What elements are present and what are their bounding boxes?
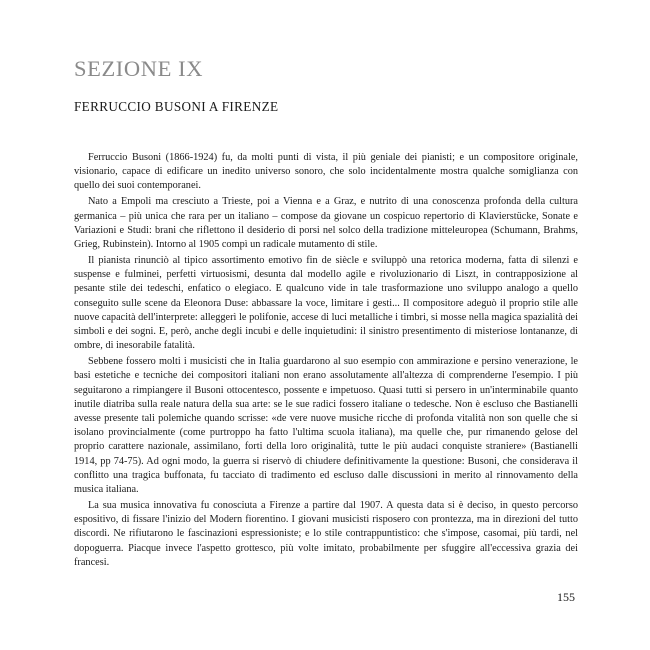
chapter-title: FERRUCCIO BUSONI A FIRENZE	[74, 99, 279, 114]
paragraph-5: La sua musica innovativa fu conosciuta a Firenze a partire dal 1907. A questa data si è deciso, in questo percorso espositivo, di fissare l'inizio del Modern fiorentino. I giovani musicisti risposero con prontezza, ma in direzioni del tutto discordi. Ne rifiutarono le fascinazioni espressioniste; e lo stile contrappuntistico: che s'impose, casomai, più tardi, nel dopoguerra. Piacque invece l'aspetto grottesco, più volte imitato, probabilmente per sfuggire all'eccessiva grazia dei francesi.	[74, 500, 578, 568]
paragraph-2: Nato a Empoli ma cresciuto a Trieste, poi a Vienna e a Graz, e nutrito di una conoscenza profonda della cultura germanica – più unica che rara per un italiano – compose da giovane un cospicuo repertorio di Klavierstücke, Sonate e Variazioni e Studi: brani che riflettono il desiderio di porsi nel solco della tradizione mitteleuropea (Schumann, Brahms, Grieg, Rubinstein). Intorno al 1905 compì un radicale mutamento di stile.	[74, 196, 578, 251]
paragraph-1: Ferruccio Busoni (1866-1924) fu, da molti punti di vista, il più geniale dei pianisti; e un compositore originale, visionario, capace di edificare un inedito universo sonoro, che solo incidentalmente mostra qualche somiglianza con quello dei suoi contemporanei.	[74, 152, 578, 192]
paragraph-4: Sebbene fossero molti i musicisti che in Italia guardarono al suo esempio con ammirazione e persino venerazione, le basi estetiche e tecniche dei compositori italiani non erano assolutamente all'altezza di comprenderne l'esempio. I più seguitarono a rimpiangere il Busoni ottocentesco, possente e impetuoso. Quasi tutti si persero in un'interminabile quanto inutile diatriba sulla reale natura della sua arte: se le sue radici fossero italiane o tedesche. Non è escluso che Bastianelli avesse presente tali polemiche quando scrisse: «de vere nuove musiche ricche di profonda vitalità non son quelle che si isolano provincialmente (come purtroppo ha fatto l'ultima scuola italiana), ma quelle che, pur rimanendo gelose del proprio carattere nazionale, assimilano, forti della loro originalità, tutte le più audaci conquiste straniere» (Bastianelli 1914, pp 74-75). Ad ogni modo, la guerra si riservò di chiudere definitivamente la questione: Busoni, che considerava il conflitto una tragica buffonata, fu tacciato di tradimento ed escluso dalle discussioni in merito al rinnovamento della musica italiana.	[74, 356, 578, 496]
section-title: SEZIONE IX	[74, 56, 204, 81]
body-text	[74, 151, 578, 570]
paragraph-3: Il pianista rinunciò al tipico assortimento emotivo fin de siècle e sviluppò una retorica moderna, fatta di silenzi e suspense e fulminei, perfetti virtuosismi, desunta dal modello agile e rivoluzionario di Liszt, in contrapposizione al pesante stile dei tedeschi, enfatico o elegiaco. E qualcuno vide in tale trasformazione uno sviluppo analogo a quello conseguito sulle scene da Eleonora Duse: abbassare la voce, limitare i gesti... Il compositore adeguò il proprio stile alle nuove capacità dell'interprete: alleggerì le polifonie, accese di luci metalliche i timbri, si mosse nella magica spazialità dei simboli e dei sogni. E, però, anche degli incubi e delle inquietudini: il sinistro presentimento di misteriose lontananze, di ombre, di inesorabile fatalità.	[74, 255, 578, 352]
page-number: 155	[557, 590, 575, 604]
